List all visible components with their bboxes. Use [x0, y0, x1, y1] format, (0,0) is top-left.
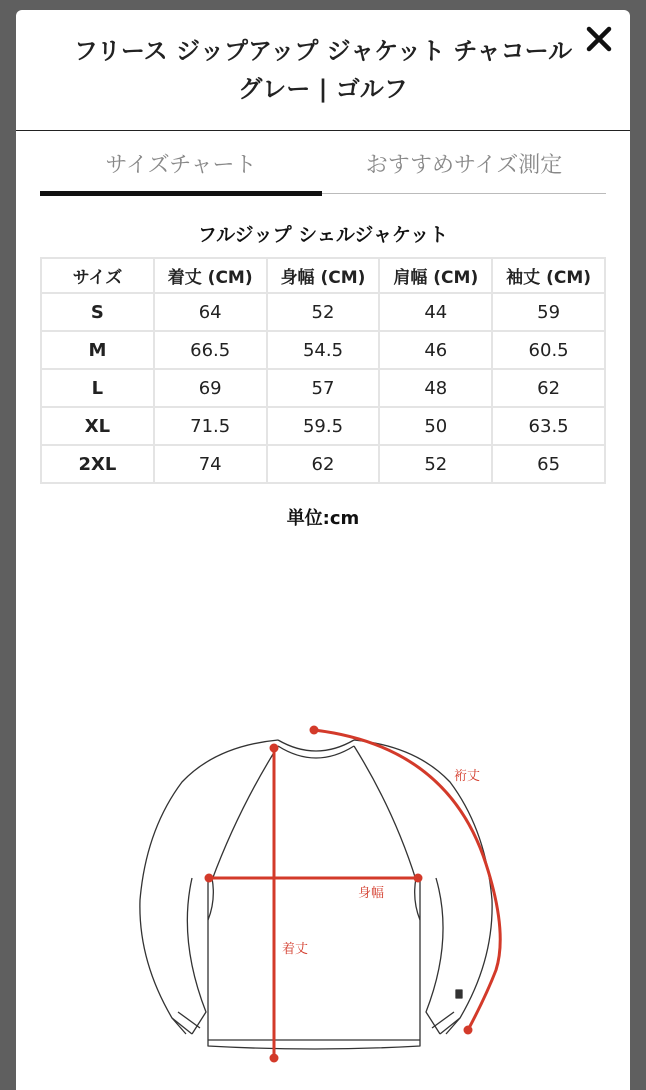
width-label: 身幅: [358, 886, 385, 901]
table-header-row: [41, 258, 605, 293]
tab-active-indicator: [40, 191, 322, 196]
tab-bar: [40, 142, 606, 196]
sleeve-label: 裄丈: [454, 769, 481, 784]
cell-value: 44: [379, 293, 492, 331]
cell-value: 65: [492, 445, 605, 483]
header-sleeve: 袖丈 (CM): [492, 258, 605, 293]
width-left-dot: [205, 874, 214, 883]
cell-value: 52: [267, 293, 380, 331]
size-chart-modal: [16, 10, 630, 1090]
table-row: [41, 369, 605, 407]
cell-value: 50: [379, 407, 492, 445]
cell-value: 59: [492, 293, 605, 331]
close-button[interactable]: [582, 22, 616, 56]
table-row: [41, 293, 605, 331]
sleeve-end-dot: [464, 1026, 473, 1035]
table-row: [41, 407, 605, 445]
modal-header: [16, 10, 630, 131]
cell-value: 59.5: [267, 407, 380, 445]
unit-note: 単位:cm: [286, 508, 360, 529]
header-size: サイズ: [41, 258, 154, 293]
table-row: [41, 331, 605, 369]
size-table-title: フルジップ シェルジャケット: [197, 224, 449, 246]
modal-title: フリース ジップアップ ジャケット チャコールグレー | ゴルフ: [73, 37, 573, 103]
close-icon: [586, 26, 612, 52]
length-top-dot: [270, 744, 279, 753]
tab-recommended-size[interactable]: おすすめサイズ測定: [365, 153, 563, 178]
cell-value: 63.5: [492, 407, 605, 445]
cell-value: 48: [379, 369, 492, 407]
header-shoulder: 肩幅 (CM): [379, 258, 492, 293]
length-bottom-dot: [270, 1054, 279, 1063]
width-right-dot: [414, 874, 423, 883]
cell-value: 54.5: [267, 331, 380, 369]
cell-value: 66.5: [154, 331, 267, 369]
cell-value: 69: [154, 369, 267, 407]
cell-size: M: [41, 331, 154, 369]
cell-value: 60.5: [492, 331, 605, 369]
table-row: [41, 445, 605, 483]
cell-size: XL: [41, 407, 154, 445]
cell-value: 46: [379, 331, 492, 369]
cell-size: S: [41, 293, 154, 331]
length-label: 着丈: [282, 942, 309, 957]
cell-value: 71.5: [154, 407, 267, 445]
cell-value: 57: [267, 369, 380, 407]
measurement-points: [205, 726, 473, 1063]
cell-size: L: [41, 369, 154, 407]
header-length: 着丈 (CM): [154, 258, 267, 293]
tab-size-chart[interactable]: サイズチャート: [105, 153, 257, 178]
header-width: 身幅 (CM): [267, 258, 380, 293]
cell-size: 2XL: [41, 445, 154, 483]
cell-value: 74: [154, 445, 267, 483]
cell-value: 52: [379, 445, 492, 483]
size-table: [40, 257, 606, 484]
cell-value: 62: [267, 445, 380, 483]
garment-diagram: [16, 700, 630, 1090]
sleeve-start-dot: [310, 726, 319, 735]
cell-value: 62: [492, 369, 605, 407]
cell-value: 64: [154, 293, 267, 331]
